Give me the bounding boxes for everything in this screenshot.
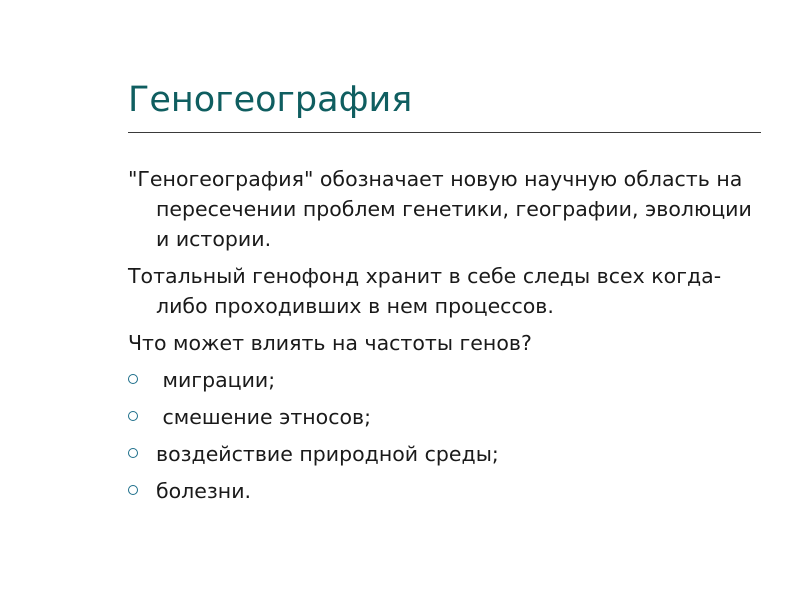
hollow-circle-bullet-icon (128, 485, 138, 495)
slide-title: Геногеография (128, 80, 413, 120)
list-item-text: смешение этносов; (156, 405, 372, 429)
hollow-circle-bullet-icon (128, 374, 138, 384)
title-divider (128, 132, 761, 133)
hollow-circle-bullet-icon (128, 448, 138, 458)
hollow-circle-bullet-icon (128, 411, 138, 421)
paragraph-question: Что может влиять на частоты генов? (128, 331, 532, 355)
slide-body (128, 164, 768, 513)
list-item (128, 439, 768, 469)
factor-list (128, 365, 768, 506)
paragraph-genepool: Тотальный генофонд хранит в себе следы всех когда-либо проходивших в нем процессов. (128, 264, 722, 318)
paragraph-definition: "Геногеография" обозначает новую научную область на пересечении проблем генетики, географии, эволюции и истории. (128, 167, 752, 251)
list-item-text: миграции; (156, 368, 276, 392)
list-item (128, 402, 768, 432)
list-item-text: воздействие природной среды; (156, 442, 499, 466)
list-item (128, 476, 768, 506)
list-item-text: болезни. (156, 479, 252, 503)
list-item (128, 365, 768, 395)
